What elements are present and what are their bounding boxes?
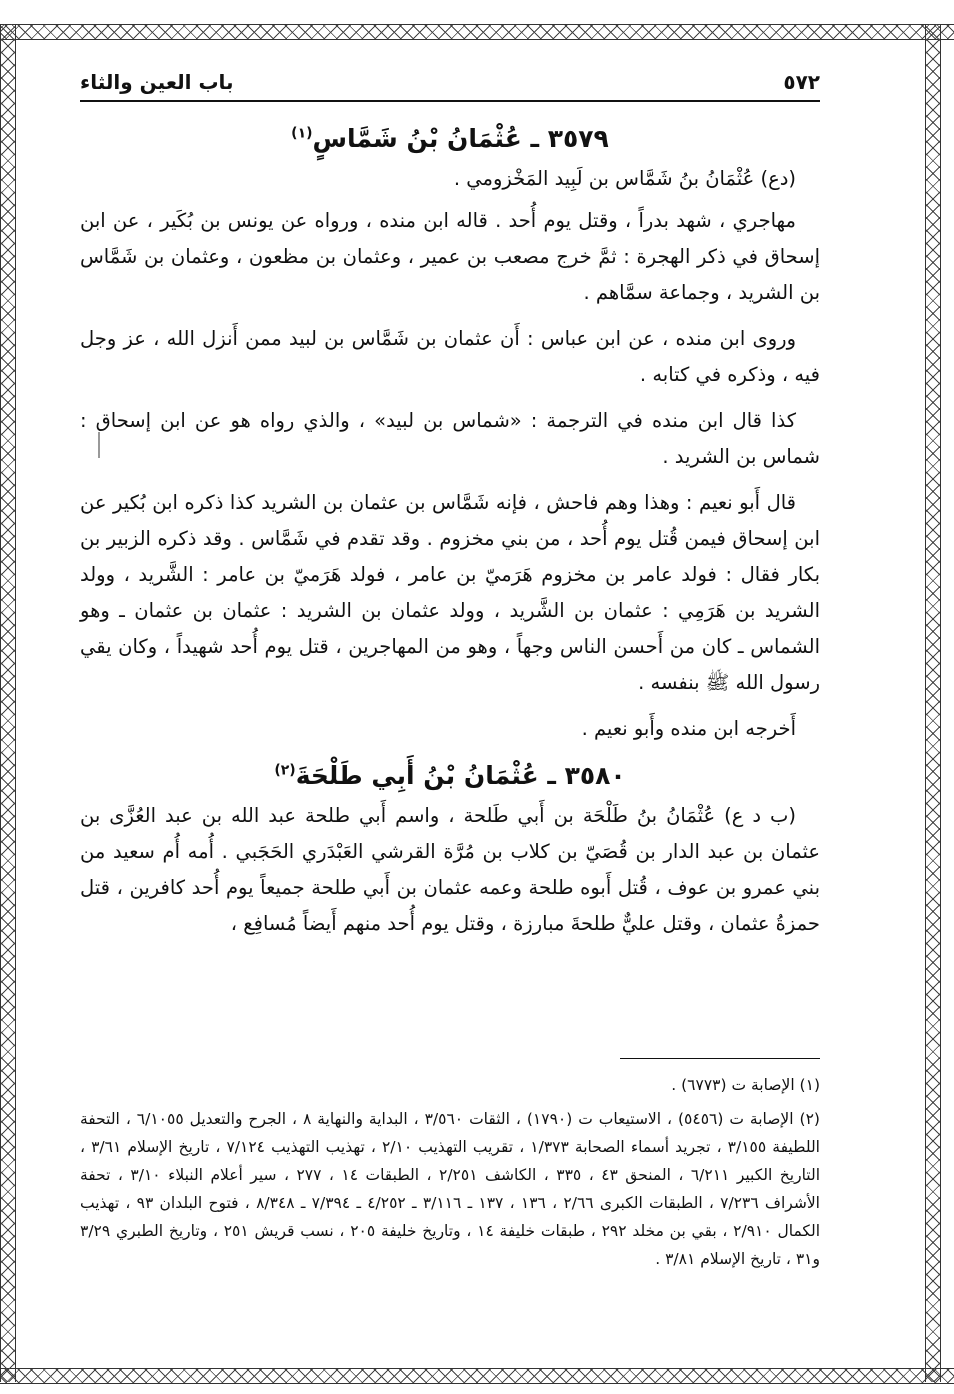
paragraph: مهاجري ، شهد بدراً ، وقتل يوم أُحد . قاله ابن منده ، ورواه عن يونس بن بُكَير ، عن ابن إسحاق في ذكر الهجرة : ثمَّ خرج مصعب بن عمير ، وعثمان بن مظعون ، وعثمان بن شَمَّاس بن الشريد ، وجماعة سمَّاهم . <box>80 209 820 304</box>
ornamental-border-left <box>0 24 16 1382</box>
ornamental-border-bottom <box>0 1368 954 1384</box>
page-header <box>80 70 820 102</box>
ornamental-border-top <box>0 24 954 40</box>
footnote: (٢) الإصابة ت (٥٤٥٦) ، الاستيعاب ت (١٧٩٠) ، الثقات ٣/٥٦٠ ، البداية والنهاية ٨ ، الجرح والتعديل ٦/١٠٥٥ ، التحفة اللطيفة ٣/١٥٥ ، تجريد أسماء الصحابة ١/٣٧٣ ، تقريب التهذيب ٢/١٠ ، تهذيب التهذيب ٧/١٢٤ ، تاريخ الإسلام ٣/٦١ ، التاريخ الكبير ٦/٢١١ ، المنحق ٤٣ ، ٣٣٥ ، الكاشف ٢/٢٥١ ، الطبقات ١٤ ، ٢٧٧ ، سير أعلام النبلاء ٣/١٠ ، تحفة الأشراف ٧/٢٣٦ ، الطبقات الكبرى ٢/٦٦ ، ١٣٦ ، ١٣٧ ـ ٣/١١٦ ـ ٤/٢٥٢ ـ ٧/٣٩٤ ـ ٨/٣٤٨ ، فتوح البلدان ٩٣ ، تهذيب الكمال ٢/٩١٠ ، بقي بن مخلد ٢٩٢ ، طبقات خليفة ١٤ ، وتاريخ خليفة ٢٠٥ ، نسب قريش ٢٥١ ، وتاريخ الطبري ٣/٢٩ و٣١ ، تاريخ الإسلام ٣/٨١ . <box>80 1110 821 1268</box>
page-body <box>80 70 820 952</box>
footnote-rule <box>620 1058 820 1059</box>
footnotes <box>80 1058 820 1279</box>
paragraph: (دع) عُثْمَانُ بنُ شَمَّاس بن لَبِيد المَخْزومي . <box>453 167 796 190</box>
paragraph: وروى ابن منده ، عن ابن عباس : أَن عثمان بن شَمَّاس بن لبيد ممن أَنزل الله ، عز وجل فيه ، وذكره في كتابه . <box>80 327 820 386</box>
entry-title <box>80 761 820 790</box>
footnote: (١) الإصابة ت (٦٧٧٣) . <box>671 1076 820 1094</box>
paragraph: قال أَبو نعيم : وهذا وهم فاحش ، فإنه شَمَّاس بن عثمان بن الشريد كذا ذكره ابن بُكير عن ابن إسحاق فيمن قُتل يوم أُحد ، من بني مخزوم . وقد تقدم في شَمَّاس . وقد ذكره الزبير بن بكار فقال : فولد عامر بن مخزوم هَرَميّ بن عامر ، فولد هَرَميّ بن عامر : الشَّريد ، وولد الشريد بن هَرَمِي : عثمان بن الشَّريد ، وولد عثمان بن الشريد : عثمان بن عثمان ـ وهو الشماس ـ كان من أَحسن الناس وجهاً ، وهو من المهاجرين ، قتل يوم أُحد شهيداً ، وكان يقي رسول الله ﷺ بنفسه . <box>80 491 820 694</box>
paragraph: كذا قال ابن منده في الترجمة : «شماس بن لبيد» ، والذي رواه هو عن ابن إسحاق : شماس بن الشريد . <box>80 409 820 468</box>
footnote-ref: (٢) <box>274 762 296 779</box>
ornamental-border-right <box>925 24 941 1382</box>
entry-title <box>80 124 820 153</box>
entry-3580 <box>80 761 820 942</box>
page-number: ٥٧٢ <box>783 70 820 94</box>
entry-title-text: ٣٥٨٠ ـ عُثْمَانُ بْنُ أَبِي طَلْحَةَ <box>295 761 626 790</box>
entry-3579 <box>80 124 820 747</box>
paragraph: أَخرجه ابن منده وأَبو نعيم . <box>581 717 796 740</box>
paragraph: (ب د ع) عُثْمَانُ بنُ طَلْحَة بن أَبي طَلحة ، واسم أَبي طلحة عبد الله بن عبد العُزَّى بن عثمان بن عبد الدار بن قُصَيّ بن كلاب بن مُرَّة القرشي العَبْدَري الحَجَبي . أُمه أُم سعيد من بني عمرو بن عوف ، قُتل أَبوه طلحة وعمه عثمان بن أَبي طلحة جميعاً يوم أُحد كافرين ، قتل حمزةُ عثمان ، وقتل عليٌّ طلحةَ مبارزة ، وقتل يوم أُحد منهم أَيضاً مُسافِع ، <box>80 804 820 935</box>
entry-title-text: ٣٥٧٩ ـ عُثْمَانُ بْنُ شَمَّاسٍ <box>312 124 609 153</box>
running-title: باب العين والثاء <box>80 70 234 94</box>
footnote-ref: (١) <box>291 125 313 142</box>
